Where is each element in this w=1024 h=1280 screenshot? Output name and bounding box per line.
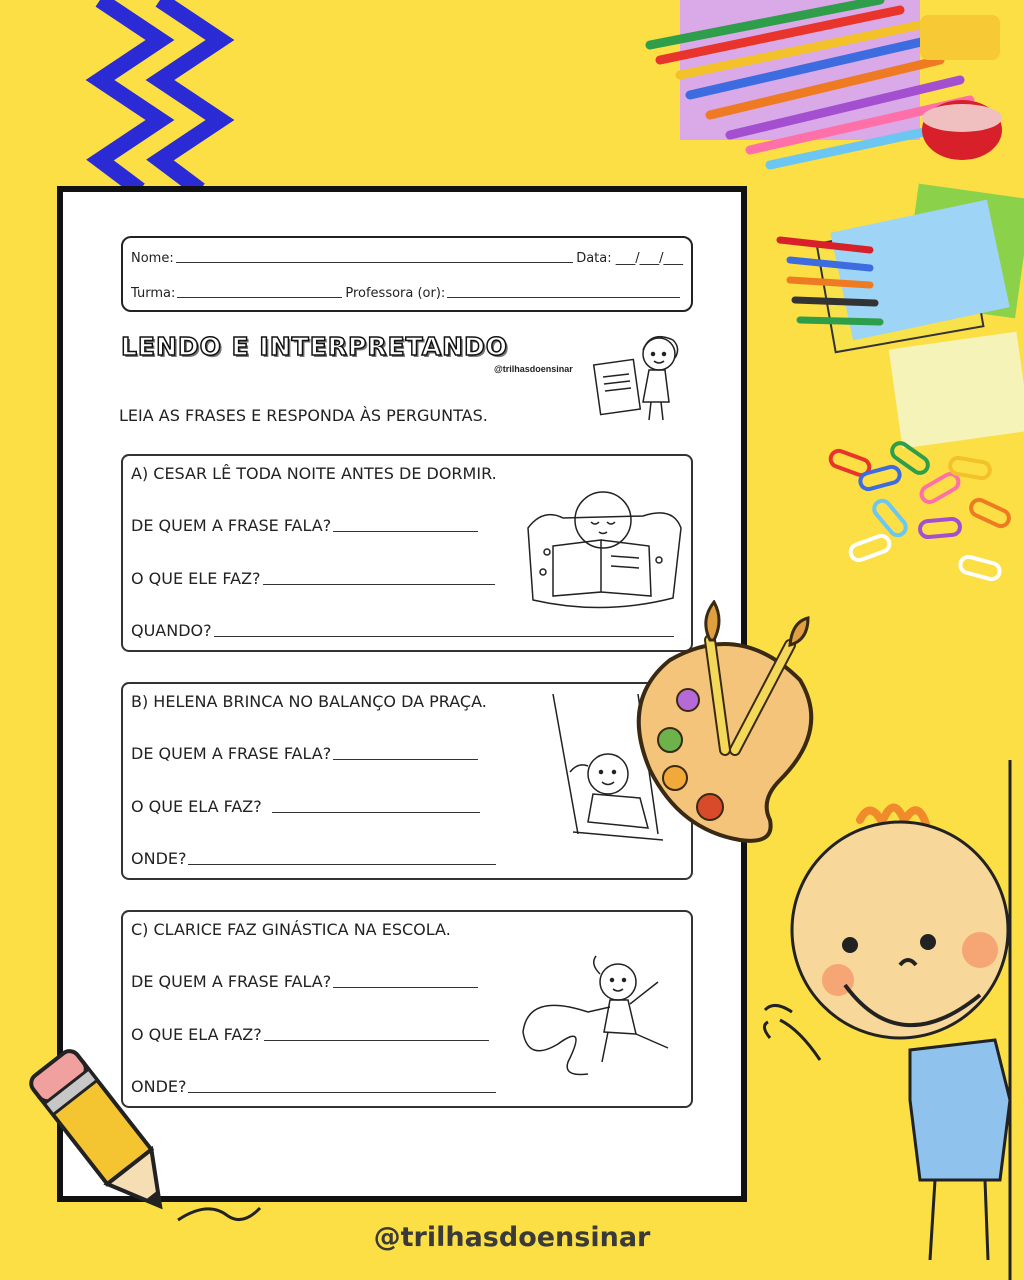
sentence-c: C) CLARICE FAZ GINÁSTICA NA ESCOLA. [131,920,451,939]
cartoon-kid-illustration [760,760,1024,1280]
sentence-a: A) CESAR LÊ TODA NOITE ANTES DE DORMIR. [131,464,497,483]
answer-a-when[interactable] [214,635,674,637]
sentence-b: B) HELENA BRINCA NO BALANÇO DA PRAÇA. [131,692,487,711]
pencil-illustration [28,1030,268,1230]
boy-reading-bed-illustration [523,488,683,616]
girl-reading-illustration [591,322,695,426]
answer-b-who[interactable] [333,759,478,760]
class-label: Turma: [131,286,176,301]
answer-a-what[interactable] [263,584,495,585]
question-b-what: O QUE ELA FAZ? [131,797,262,816]
class-field[interactable] [177,297,342,298]
question-c-who: DE QUEM A FRASE FALA? [131,972,332,991]
girl-gymnastics-illustration [518,952,688,1082]
footer-handle: @trilhasdoensinar [373,1222,651,1253]
question-c-what: O QUE ELA FAZ? [131,1025,262,1044]
answer-c-what[interactable] [264,1040,489,1041]
question-box-b [121,682,693,880]
answer-b-what[interactable] [272,812,480,813]
answer-b-where[interactable] [188,864,496,865]
question-a-who: DE QUEM A FRASE FALA? [131,516,332,535]
answer-c-who[interactable] [333,987,478,988]
zigzag-decoration [70,0,270,190]
teacher-field[interactable] [447,296,680,298]
question-b-where: ONDE? [131,849,187,868]
date-label: Data: ___/___/___ [576,251,683,266]
title-handle: @trilhasdoensinar [494,364,573,374]
answer-a-who[interactable] [333,531,478,532]
worksheet-title: LENDO E INTERPRETANDO [121,332,509,361]
name-label: Nome: [131,251,174,266]
question-a-when: QUANDO? [131,621,212,640]
question-b-who: DE QUEM A FRASE FALA? [131,744,332,763]
question-a-what: O QUE ELE FAZ? [131,569,261,588]
instruction-text: LEIA AS FRASES E RESPONDA ÀS PERGUNTAS. [119,406,488,425]
student-info-box [121,236,693,312]
question-box-a [121,454,693,652]
question-c-where: ONDE? [131,1077,187,1096]
name-field[interactable] [176,261,573,263]
teacher-label: Professora (or): [345,286,446,301]
